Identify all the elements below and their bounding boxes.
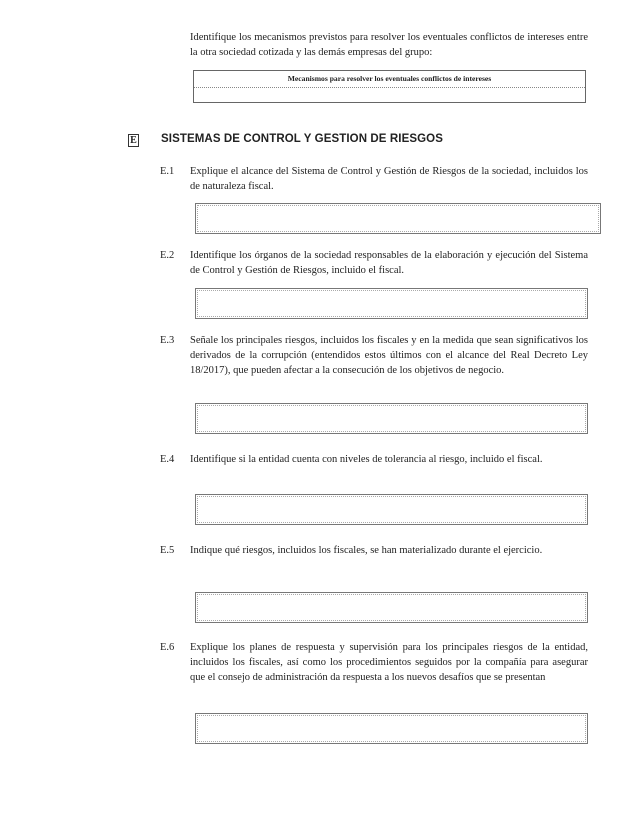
answer-box-e6[interactable] xyxy=(195,713,588,744)
section-letter-box: E xyxy=(128,134,139,147)
answer-box-e5[interactable] xyxy=(195,592,588,623)
item-code-e4: E.4 xyxy=(160,454,175,465)
item-code-e3: E.3 xyxy=(160,335,175,346)
answer-box-e3[interactable] xyxy=(195,403,588,434)
item-text-e5: Indique qué riesgos, incluidos los fiscales, se han materializado durante el ejercicio. xyxy=(190,545,543,556)
answer-box-e4[interactable] xyxy=(195,494,588,525)
item-code-e5: E.5 xyxy=(160,545,175,556)
item-text-e2: Identifique los órganos de la sociedad responsables de la elaboración y ejecución del Sistema de Control y Gestión de Riesgos, incluido el fiscal. xyxy=(190,250,588,276)
item-text-e3: Señale los principales riesgos, incluidos los fiscales y en la medida que sean significativos los derivados de la corrupción (entendidos estos últimos con el alcance del Real Decreto Ley 18/2017), que pueden afectar a la consecución de los objetivos de negocio. xyxy=(190,335,588,376)
conflict-mechanisms-answer-cell[interactable] xyxy=(194,88,585,103)
answer-box-e2[interactable] xyxy=(195,288,588,319)
conflict-mechanisms-table xyxy=(193,70,586,103)
item-text-e4: Identifique si la entidad cuenta con niveles de tolerancia al riesgo, incluido el fiscal. xyxy=(190,454,543,465)
item-text-e6: Explique los planes de respuesta y supervisión para los principales riesgos de la entidad, incluidos los fiscales, así como los procedimientos seguidos por la compañía para asegurar que el consejo de administración da respuesta a los nuevos desafíos que se presentan xyxy=(190,642,588,683)
item-code-e1: E.1 xyxy=(160,166,175,177)
item-code-e2: E.2 xyxy=(160,250,175,261)
section-title: SISTEMAS DE CONTROL Y GESTION DE RIESGOS xyxy=(161,133,443,145)
answer-box-e1[interactable] xyxy=(195,203,601,234)
conflict-mechanisms-header: Mecanismos para resolver los eventuales conflictos de intereses xyxy=(194,71,585,88)
item-code-e6: E.6 xyxy=(160,642,175,653)
intro-paragraph: Identifique los mecanismos previstos para resolver los eventuales conflictos de intereses entre la otra sociedad cotizada y las demás empresas del grupo: xyxy=(190,32,588,58)
item-text-e1: Explique el alcance del Sistema de Control y Gestión de Riesgos de la sociedad, incluidos los de naturaleza fiscal. xyxy=(190,166,588,192)
